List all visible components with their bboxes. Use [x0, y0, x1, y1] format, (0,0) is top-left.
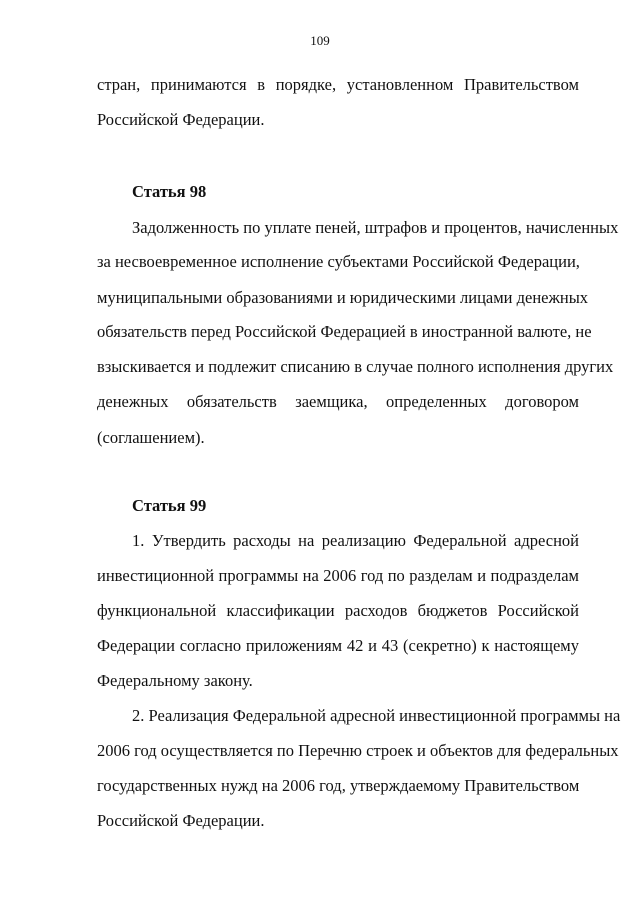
page-number: 109	[310, 33, 330, 48]
article-98-line: денежных обязательств заемщика, определенных договором	[97, 392, 579, 411]
intro-line: стран, принимаются в порядке, установленном Правительством	[97, 75, 579, 94]
article-99-heading: Статья 99	[132, 496, 207, 515]
article-99-p1-line: инвестиционной программы на 2006 год по разделам и подразделам	[97, 566, 579, 585]
article-98-line: Задолженность по уплате пеней, штрафов и процентов, начисленных	[132, 218, 619, 237]
intro-line: Российской Федерации.	[97, 110, 265, 129]
article-99-p1-line: функциональной классификации расходов бюджетов Российской	[97, 601, 579, 620]
article-99-p2-line: Российской Федерации.	[97, 811, 265, 830]
article-98-line: обязательств перед Российской Федерацией в иностранной валюте, не	[97, 322, 592, 341]
article-99-p2-line: 2. Реализация Федеральной адресной инвестиционной программы на	[132, 706, 621, 725]
article-98-line: за несвоевременное исполнение субъектами Российской Федерации,	[97, 252, 580, 271]
article-99-p1-line: Федерации согласно приложениям 42 и 43 (секретно) к настоящему	[97, 636, 579, 655]
article-99-p2-line: государственных нужд на 2006 год, утверждаемому Правительством	[97, 776, 580, 795]
article-99-p2-line: 2006 год осуществляется по Перечню строек и объектов для федеральных	[97, 741, 619, 760]
article-99-p1-line: 1. Утвердить расходы на реализацию Федеральной адресной	[132, 531, 579, 550]
article-98-line: взыскивается и подлежит списанию в случае полного исполнения других	[97, 357, 614, 376]
article-98-heading: Статья 98	[132, 182, 207, 201]
article-99-p1-line: Федеральному закону.	[97, 671, 253, 690]
article-98-line: (соглашением).	[97, 428, 205, 447]
article-98-line: муниципальными образованиями и юридическими лицами денежных	[97, 288, 589, 307]
